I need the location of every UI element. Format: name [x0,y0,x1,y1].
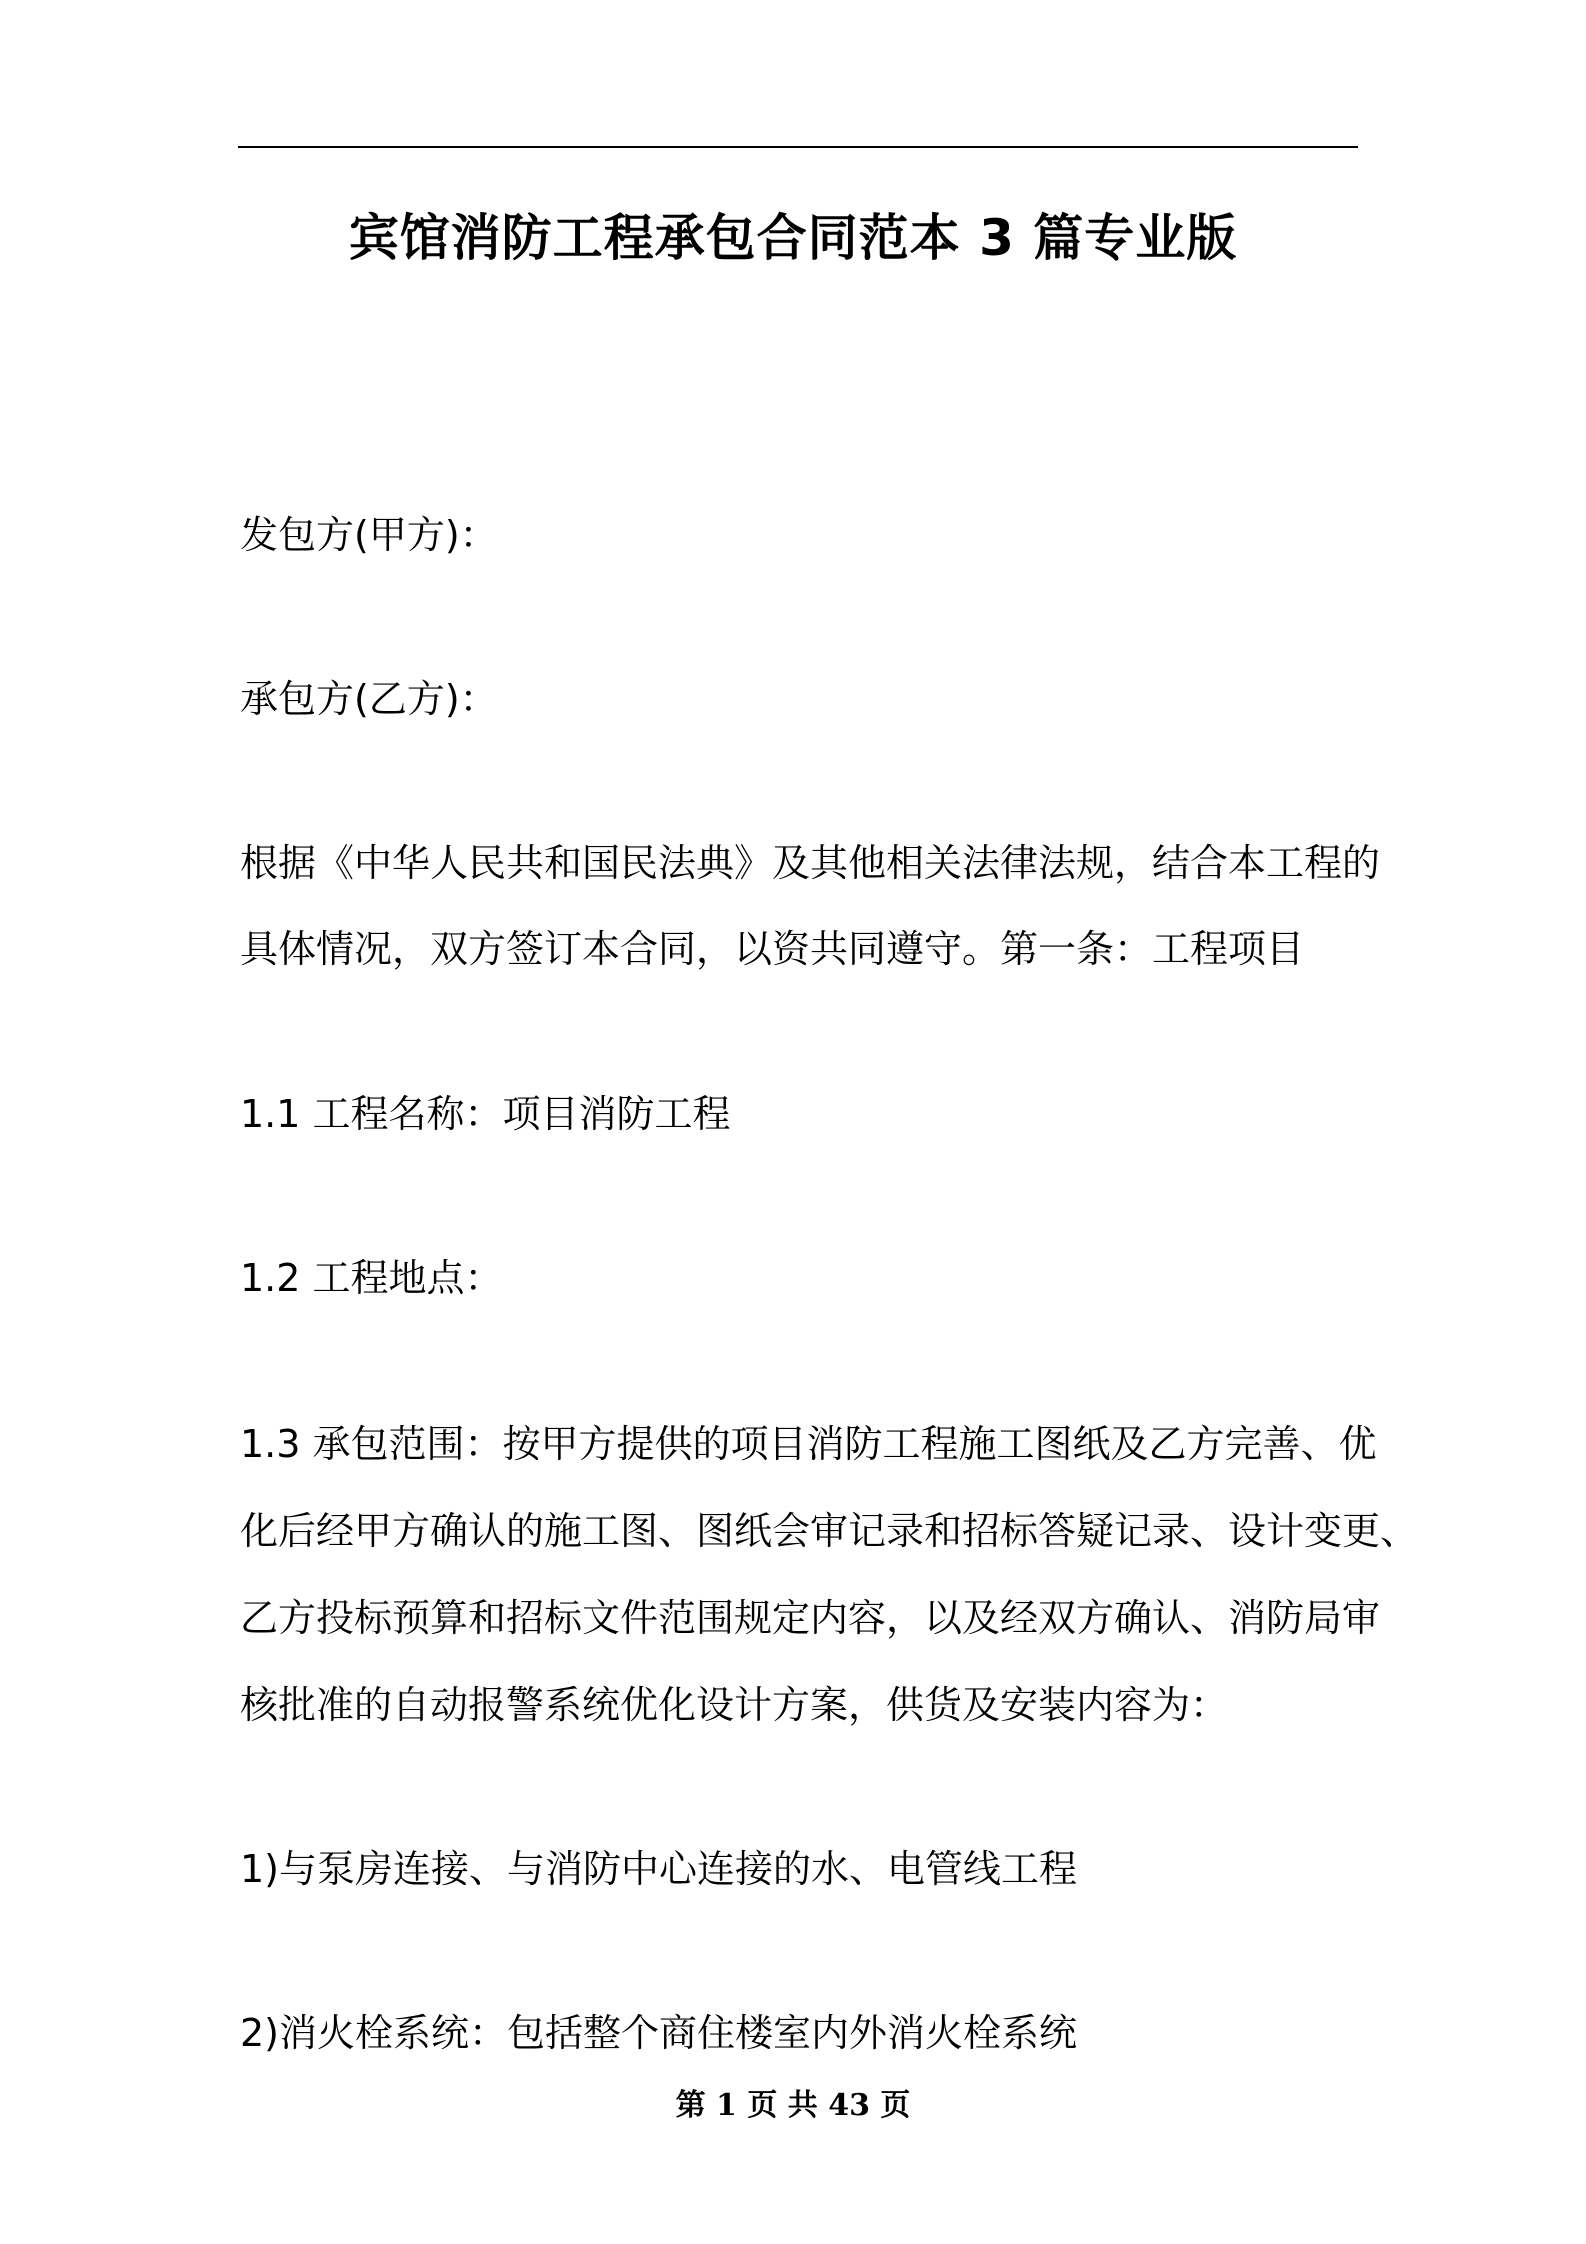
clause-1-1: 1.1 工程名称：项目消防工程 [240,1092,731,1136]
preamble-line: 具体情况，双方签订本合同，以资共同遵守。第一条：工程项目 [240,927,1305,971]
list-item: 2)消火栓系统：包括整个商住楼室内外消火栓系统 [240,2011,1078,2055]
list-item: 1)与泵房连接、与消防中心连接的水、电管线工程 [240,1847,1078,1891]
header-divider [238,146,1358,148]
clause-1-2: 1.2 工程地点： [240,1256,503,1300]
preamble-line: 根据《中华人民共和国民法典》及其他相关法律法规，结合本工程的 [240,841,1381,885]
clause-line: 乙方投标预算和招标文件范围规定内容，以及经双方确认、消防局审 [240,1596,1381,1640]
document-title: 宾馆消防工程承包合同范本 3 篇专业版 [348,209,1238,267]
clause-line: 核批准的自动报警系统优化设计方案，供货及安装内容为： [240,1683,1229,1727]
party-b-label: 承包方(乙方)： [240,677,498,721]
clause-line: 化后经甲方确认的施工图、图纸会审记录和招标答疑记录、设计变更、 [240,1509,1419,1553]
clause-line: 1.3 承包范围：按甲方提供的项目消防工程施工图纸及乙方完善、优 [240,1422,1377,1466]
party-a-label: 发包方(甲方)： [240,513,498,557]
page-number: 第 1 页 共 43 页 [675,2088,911,2123]
